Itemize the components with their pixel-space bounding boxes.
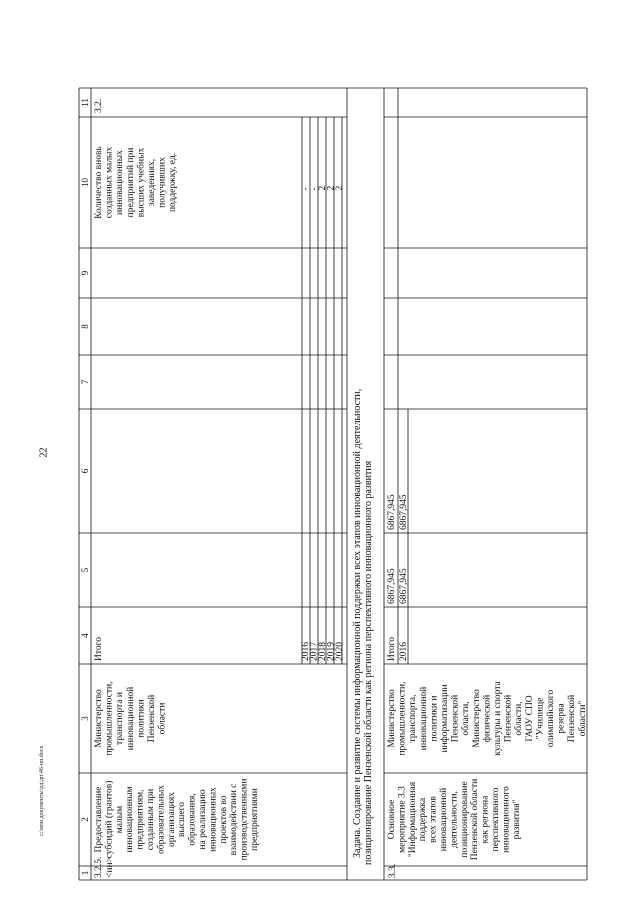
row-description: как региона — [480, 795, 491, 844]
row-executor: инновационной — [125, 686, 136, 751]
funding-2016: 6867,945 — [399, 494, 409, 530]
column-header-3: 3 — [80, 716, 90, 721]
row-description: организациях — [166, 791, 177, 848]
year-label: 2020 — [335, 642, 345, 661]
row-description: "Информационная — [407, 781, 418, 858]
indicator-name: Количество вновь — [94, 146, 104, 219]
column-header-10: 10 — [80, 178, 90, 187]
column-header-5: 5 — [80, 567, 90, 573]
row-executor: культуры и спорта — [493, 681, 503, 756]
indicator-value: - — [309, 187, 320, 191]
row-number: 3.2.5. — [94, 856, 104, 878]
row-description: инновационных — [208, 787, 219, 852]
link-reference: 3.2. — [94, 98, 104, 113]
indicator-name: получивших — [157, 157, 168, 208]
row-description: образовательных — [156, 785, 167, 854]
year-label: 2016 — [301, 642, 311, 661]
year-total-label: Итого — [387, 636, 397, 661]
column-header-7: 7 — [80, 379, 90, 385]
row-executor: промышленности, — [397, 681, 408, 756]
year-label: 2017 — [309, 642, 320, 661]
row-executor: Пензенской — [567, 694, 578, 743]
row-number: 3.3. — [388, 863, 398, 878]
row-executor: резерва — [556, 703, 567, 734]
page-number: 22 — [38, 447, 50, 458]
row-executor: "Училище — [535, 697, 546, 740]
row-description: инновационной — [439, 787, 449, 852]
row-description: инновационным — [125, 786, 136, 853]
indicator-value: 2 — [318, 185, 328, 191]
row-description: проектов во — [218, 795, 229, 844]
row-executor: инновационной — [418, 686, 429, 751]
funding-total: 6867,945 — [387, 568, 397, 604]
row-description: всех этапов — [428, 796, 439, 843]
task-text: Задача. Создание и развитие системы информационной поддержки всех этапов инновационной деятельности, — [352, 388, 363, 858]
row-executor: ГАОУ СПО — [524, 695, 535, 742]
year-label: 2016 — [399, 642, 409, 661]
indicator-name: поддержку, ед. — [168, 152, 179, 213]
row-executor: Министерство — [471, 689, 482, 748]
row-executor: Пензенской — [450, 694, 461, 743]
row-description: Основное — [387, 799, 397, 840]
indicator-name: высших учебных — [136, 147, 147, 218]
row-description: развития" — [511, 799, 522, 840]
row-executor: области" — [577, 700, 588, 737]
row-number-suffix: <ин> — [105, 857, 115, 878]
indicator-value: 2 — [335, 185, 345, 191]
year-label: 2018 — [318, 642, 328, 661]
row-description: перспективного — [491, 787, 501, 852]
row-description: Пензенской области — [470, 778, 481, 861]
row-executor: политики и — [429, 695, 440, 742]
indicator-value: 2 — [326, 185, 337, 191]
indicator-value: - — [301, 187, 311, 191]
column-header-9: 9 — [80, 270, 90, 276]
row-description: субсидий (грантов) — [104, 780, 115, 859]
column-header-2: 2 — [80, 817, 90, 822]
row-description: инновационного — [501, 786, 512, 853]
row-executor: области — [157, 702, 168, 735]
row-executor: Министерство — [387, 689, 397, 748]
row-description: малым — [114, 805, 125, 834]
row-executor: области, — [461, 701, 472, 736]
indicator-name: инновационных — [115, 150, 126, 215]
column-header-1: 1 — [80, 870, 90, 876]
year-label: 2019 — [326, 642, 337, 661]
row-executor: транспорта, — [408, 694, 419, 743]
task-text: позиционирование Пензенской области как региона перспективного инновационного развития — [363, 460, 374, 865]
row-description: образования, — [187, 793, 198, 846]
row-description: предприятиям, — [135, 789, 146, 850]
column-header-6: 6 — [80, 468, 90, 474]
row-description: Предоставление — [94, 786, 104, 853]
row-description: мероприятие 3.3 — [397, 786, 408, 853]
funding-2016: 6867,945 — [399, 568, 409, 604]
row-executor: олимпийского — [546, 689, 556, 748]
row-description: на реализацию — [198, 789, 208, 850]
row-description: производственными — [239, 778, 250, 861]
row-executor: Министерство — [94, 689, 104, 748]
row-description: предприятиями — [250, 788, 260, 851]
row-executor: транспорта и — [115, 692, 126, 745]
indicator-name: созданных малых — [104, 146, 115, 219]
row-executor: Пензенской — [147, 694, 157, 743]
column-header-4: 4 — [80, 633, 90, 638]
indicator-name: заведениях, — [147, 158, 157, 207]
footer-file-path: c:\мои документы\рд\дп\46-пп.docx — [39, 745, 45, 836]
row-executor: информатизации — [440, 684, 450, 753]
indicator-name: предприятий при — [125, 147, 136, 218]
funding-total: 6867,945 — [387, 494, 397, 530]
row-description: взаимодействии с — [229, 783, 240, 856]
row-description: позиционирование — [459, 781, 470, 858]
row-executor: Пензенской — [503, 694, 514, 743]
row-executor: области, — [514, 701, 525, 736]
row-description: созданным при — [146, 788, 156, 851]
row-description: высшего — [177, 801, 188, 838]
year-total-label: Итого — [94, 636, 104, 661]
row-executor: промышленности, — [104, 681, 115, 756]
column-header-8: 8 — [80, 324, 90, 329]
row-executor: физической — [482, 694, 493, 743]
row-description: деятельности, — [449, 791, 460, 848]
column-header-11: 11 — [80, 98, 90, 107]
row-executor: политики — [136, 699, 147, 738]
row-description: поддержка — [418, 797, 429, 842]
